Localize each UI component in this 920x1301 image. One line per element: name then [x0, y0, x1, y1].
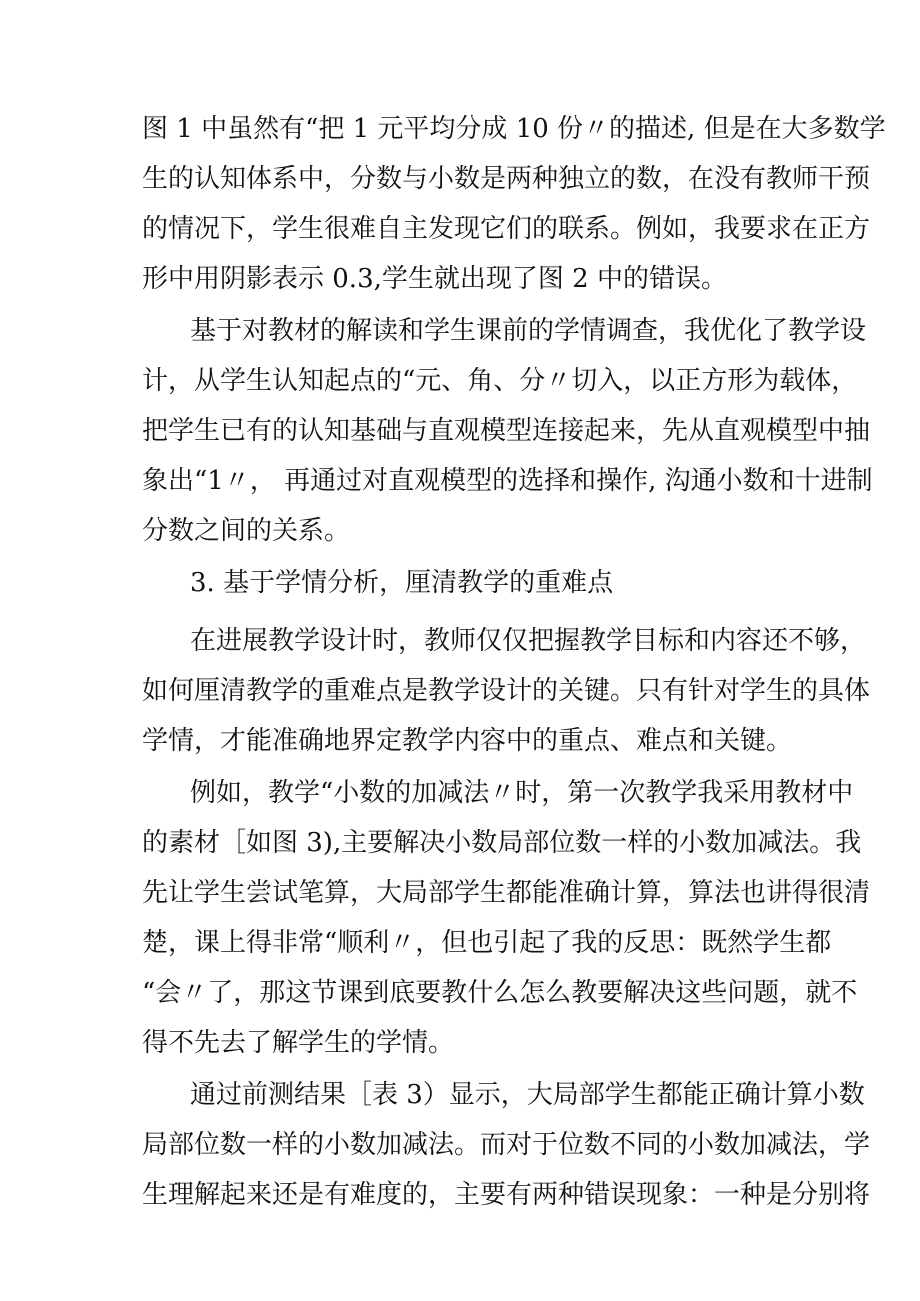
paragraph-3-line-2: 如何厘清教学的重难点是教学设计的关键。只有针对学生的具体	[142, 676, 871, 706]
paragraph-5-line-3: 生理解起来还是有难度的，主要有两种错误现象：一种是分别将	[142, 1180, 871, 1210]
paragraph-1-line-4: 形中用阴影表示 0.3,学生就出现了图 2 中的错误。	[142, 264, 727, 294]
section-heading: 3. 基于学情分析，厘清教学的重难点	[190, 568, 614, 598]
paragraph-5-line-1: 通过前测结果［表 3）显示，大局部学生都能正确计算小数	[190, 1080, 865, 1110]
paragraph-4-line-1: 例如，教学“小数的加减法〃时，第一次教学我采用教材中	[190, 778, 854, 808]
paragraph-4-line-6: 得不先去了解学生的学情。	[142, 1028, 455, 1058]
paragraph-2-line-4: 象出“1〃， 再通过对直观模型的选择和操作, 沟通小数和十进制	[142, 466, 873, 496]
paragraph-2-line-1: 基于对教材的解读和学生课前的学情调查，我优化了教学设	[190, 316, 867, 346]
paragraph-3-line-1: 在进展教学设计时，教师仅仅把握教学目标和内容还不够，	[190, 626, 867, 656]
paragraph-2-line-3: 把学生已有的认知基础与直观模型连接起来，先从直观模型中抽	[142, 416, 871, 446]
paragraph-4-line-3: 先让学生尝试笔算，大局部学生都能准确计算，算法也讲得很清	[142, 878, 871, 908]
paragraph-2-line-2: 计，从学生认知起点的“元、角、分〃切入，以正方形为载体，	[142, 366, 858, 396]
paragraph-5-line-2: 局部位数一样的小数加减法。而对于位数不同的小数加减法，学	[142, 1130, 871, 1160]
paragraph-1-line-2: 生的认知体系中，分数与小数是两种独立的数，在没有教师干预	[142, 164, 871, 194]
paragraph-1-line-3: 的情况下，学生很难自主发现它们的联系。例如，我要求在正方	[142, 214, 871, 244]
paragraph-1-line-1: 图 1 中虽然有“把 1 元平均分成 10 份〃的描述, 但是在大多数学	[142, 114, 886, 144]
paragraph-2-line-5: 分数之间的关系。	[142, 516, 351, 546]
paragraph-3-line-3: 学情，才能准确地界定教学内容中的重点、难点和关键。	[142, 726, 793, 756]
paragraph-4-line-4: 楚，课上得非常“顺利〃，但也引起了我的反思：既然学生都	[142, 928, 832, 958]
paragraph-4-line-5: “会〃了，那这节课到底要教什么怎么教要解决这些问题，就不	[142, 978, 858, 1008]
paragraph-4-line-2: 的素材［如图 3),主要解决小数局部位数一样的小数加减法。我	[142, 828, 862, 858]
